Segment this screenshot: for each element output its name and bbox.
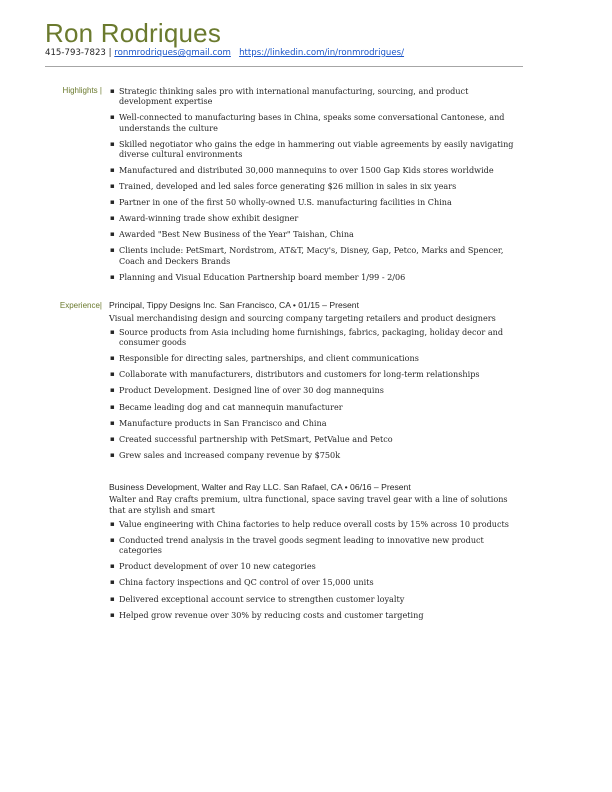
list-item: ▪ Product Development. Designed line of over 30 dog mannequins — [110, 385, 384, 396]
contact-separator: | — [108, 48, 112, 58]
bullet-icon: ▪ — [110, 536, 115, 545]
experience-label-text: Experience — [59, 301, 100, 310]
job-title-tippy-designs: Principal, Tippy Designs Inc. San Francisco, CA • 01/15 – Present — [109, 300, 359, 310]
phone-number: 415-793-7823 — [45, 48, 106, 58]
bullet-icon: ▪ — [110, 520, 115, 528]
list-item: ▪ Trained, developed and led sales force generating $26 million in sales in six years — [110, 180, 457, 191]
contact-line — [45, 48, 404, 58]
bullet-icon: ▪ — [110, 87, 115, 95]
bullet-icon: ▪ — [110, 594, 115, 603]
job-list-walter-and-ray — [110, 519, 520, 626]
bullet-icon: ▪ — [110, 578, 115, 587]
list-item: ▪ Helped grow revenue over 30% by reducing costs and customer targeting — [110, 609, 424, 620]
list-item: ▪ China factory inspections and QC control of over 15,000 units — [110, 577, 374, 588]
list-item: ▪ Award-winning trade show exhibit designer — [110, 213, 299, 224]
job-description-tippy-designs: Visual merchandising design and sourcing company targeting retailers and product designers — [109, 313, 496, 323]
bullet-icon: ▪ — [110, 198, 115, 207]
bullet-icon: ▪ — [110, 610, 115, 619]
candidate-name: Ron Rodriques — [45, 18, 222, 48]
list-item: ▪ Clients include: PetSmart, Nordstrom, AT&T, Macy's, Disney, Gap, Petco, Marks and Spencer, Coach and Deckers Brands — [110, 245, 504, 266]
list-item: ▪ Became leading dog and cat mannequin manufacturer — [110, 401, 343, 412]
highlights-label-text: Highlights — [62, 86, 98, 95]
list-item: ▪ Awarded "Best New Business of the Year" Taishan, China — [110, 229, 354, 240]
bullet-icon: ▪ — [110, 434, 115, 443]
bullet-icon: ▪ — [110, 272, 115, 281]
list-item: ▪ Planning and Visual Education Partnership board member 1/99 - 2/06 — [110, 271, 406, 282]
bullet-icon: ▪ — [110, 450, 115, 459]
bullet-icon: ▪ — [110, 562, 115, 571]
experience-label — [40, 301, 102, 310]
bullet-icon: ▪ — [110, 418, 115, 427]
job-title-walter-and-ray: Business Development, Walter and Ray LLC. San Rafael, CA • 06/16 – Present — [109, 482, 411, 492]
list-item: ▪ Value engineering with China factories to help reduce overall costs by 15% across 10 products — [110, 519, 509, 529]
list-item: ▪ Conducted trend analysis in the travel goods segment leading to innovative new product categories — [110, 535, 484, 556]
list-item: ▪ Created successful partnership with PetSmart, PetValue and Petco — [110, 433, 393, 444]
bullet-icon: ▪ — [110, 230, 115, 239]
list-item: ▪ Collaborate with manufacturers, distributors and customers for long-term relationships — [110, 369, 480, 380]
header-divider — [45, 66, 523, 67]
list-item: ▪ Responsible for directing sales, partnerships, and client communications — [110, 353, 419, 364]
bullet-icon: ▪ — [110, 402, 115, 411]
job-list-tippy-designs — [110, 327, 520, 466]
list-item: ▪ Partner in one of the first 50 wholly-owned U.S. manufacturing facilities in China — [110, 197, 452, 208]
highlights-list — [110, 86, 520, 288]
bullet-icon: ▪ — [110, 370, 115, 379]
highlights-label-bar: | — [99, 86, 102, 95]
bullet-icon: ▪ — [110, 386, 115, 395]
list-item: ▪ Manufacture products in San Francisco and China — [110, 417, 327, 428]
linkedin-link[interactable]: https://linkedin.com/in/ronmrodrigues/ — [239, 48, 405, 58]
bullet-icon: ▪ — [110, 354, 115, 363]
list-item: ▪ Delivered exceptional account service to strengthen customer loyalty — [110, 593, 405, 604]
bullet-icon: ▪ — [110, 139, 115, 148]
bullet-icon: ▪ — [110, 214, 115, 223]
list-item: ▪ Source products from Asia including home furnishings, fabrics, packaging, holiday decor and consumer goods — [110, 327, 504, 348]
bullet-icon: ▪ — [110, 181, 115, 190]
list-item: ▪ Manufactured and distributed 30,000 mannequins to over 1500 Gap Kids stores worldwide — [110, 164, 494, 175]
bullet-icon: ▪ — [110, 246, 115, 255]
list-item: ▪ Strategic thinking sales pro with international manufacturing, sourcing, and product development expertise — [110, 86, 469, 107]
list-item: ▪ Skilled negotiator who gains the edge in hammering out viable agreements by easily navigating diverse cultural environments — [110, 138, 514, 159]
bullet-icon: ▪ — [110, 165, 115, 174]
experience-label-bar: | — [99, 301, 102, 310]
list-item: ▪ Product development of over 10 new categories — [110, 561, 316, 572]
list-item: ▪ Grew sales and increased company revenue by $750k — [110, 449, 341, 460]
highlights-label — [40, 86, 102, 95]
bullet-icon: ▪ — [110, 328, 115, 336]
bullet-icon: ▪ — [110, 113, 115, 122]
job-description-walter-and-ray: Walter and Ray crafts premium, ultra functional, space saving travel gear with a line of solutions that are stylish and smart — [109, 494, 508, 515]
list-item: ▪ Well-connected to manufacturing bases in China, speaks some conversational Cantonese, and understands the culture — [110, 112, 505, 133]
email-link[interactable]: ronmrodriques@gmail.com — [114, 48, 231, 58]
